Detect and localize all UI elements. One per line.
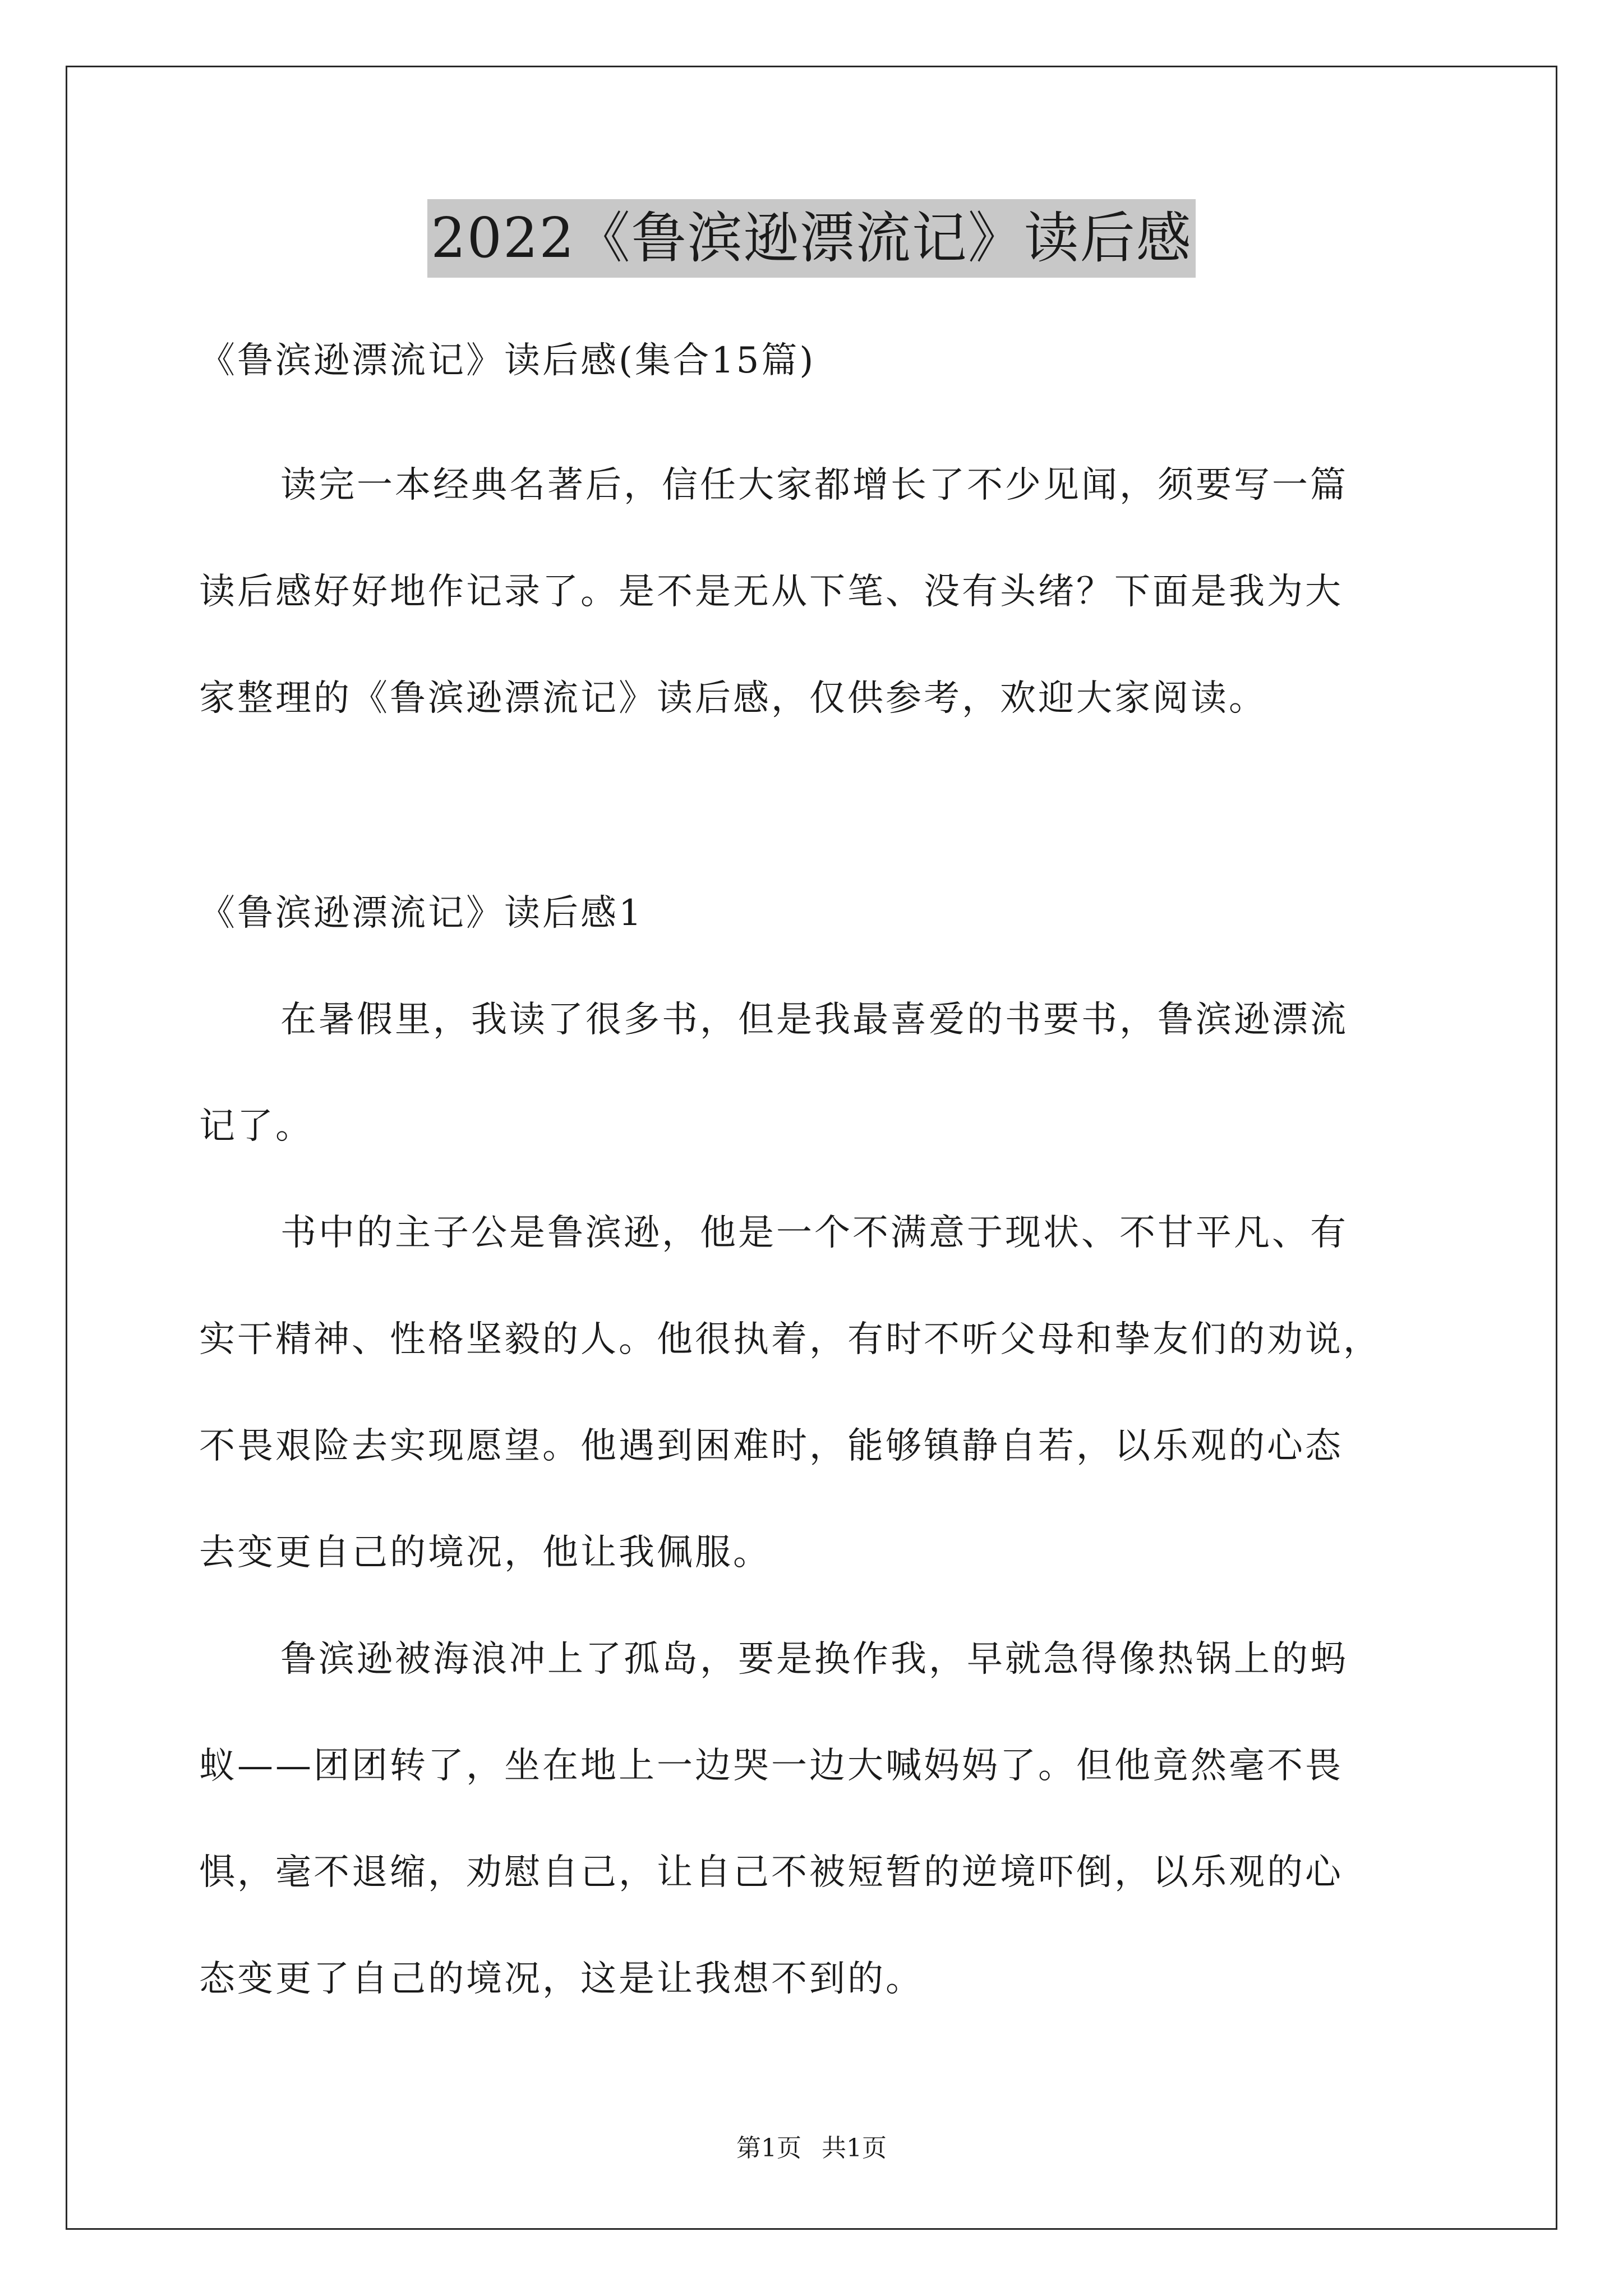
document-subtitle: 《鲁滨逊漂流记》读后感(集合15篇)	[199, 340, 816, 381]
paragraph-line: 不畏艰险去实现愿望。他遇到困难时，能够镇静自若，以乐观的心态	[199, 1425, 1343, 1467]
intro-line: 读完一本经典名著后，信任大家都增长了不少见闻，须要写一篇	[280, 464, 1348, 506]
title-wrap	[0, 199, 1623, 278]
document-title: 2022《鲁滨逊漂流记》读后感	[427, 199, 1195, 278]
paragraph-line: 记了。	[199, 1106, 313, 1147]
page-footer	[0, 2132, 1623, 2165]
section-heading: 《鲁滨逊漂流记》读后感1	[199, 892, 644, 934]
paragraph-line: 书中的主子公是鲁滨逊，他是一个不满意于现状、不甘平凡、有	[280, 1212, 1348, 1254]
paragraph-line: 态变更了自己的境况，这是让我想不到的。	[199, 1958, 924, 2000]
paragraph-line: 实干精神、性格坚毅的人。他很执着，有时不听父母和挚友们的劝说，	[199, 1319, 1381, 1360]
paragraph-line: 在暑假里，我读了很多书，但是我最喜爱的书要书，鲁滨逊漂流	[280, 999, 1348, 1041]
intro-line: 家整理的《鲁滨逊漂流记》读后感，仅供参考，欢迎大家阅读。	[199, 678, 1267, 719]
paragraph-line: 惧，毫不退缩，劝慰自己，让自己不被短暂的逆境吓倒，以乐观的心	[199, 1852, 1343, 1893]
paragraph-line: 蚁——团团转了，坐在地上一边哭一边大喊妈妈了。但他竟然毫不畏	[199, 1745, 1343, 1787]
page-total: 共1页	[822, 2134, 887, 2162]
intro-line: 读后感好好地作记录了。是不是无从下笔、没有头绪？下面是我为大	[199, 571, 1343, 613]
page-number: 第1页	[736, 2134, 801, 2162]
paragraph-line: 鲁滨逊被海浪冲上了孤岛，要是换作我，早就急得像热锅上的蚂	[280, 1639, 1348, 1680]
paragraph-line: 去变更自己的境况，他让我佩服。	[199, 1532, 771, 1573]
